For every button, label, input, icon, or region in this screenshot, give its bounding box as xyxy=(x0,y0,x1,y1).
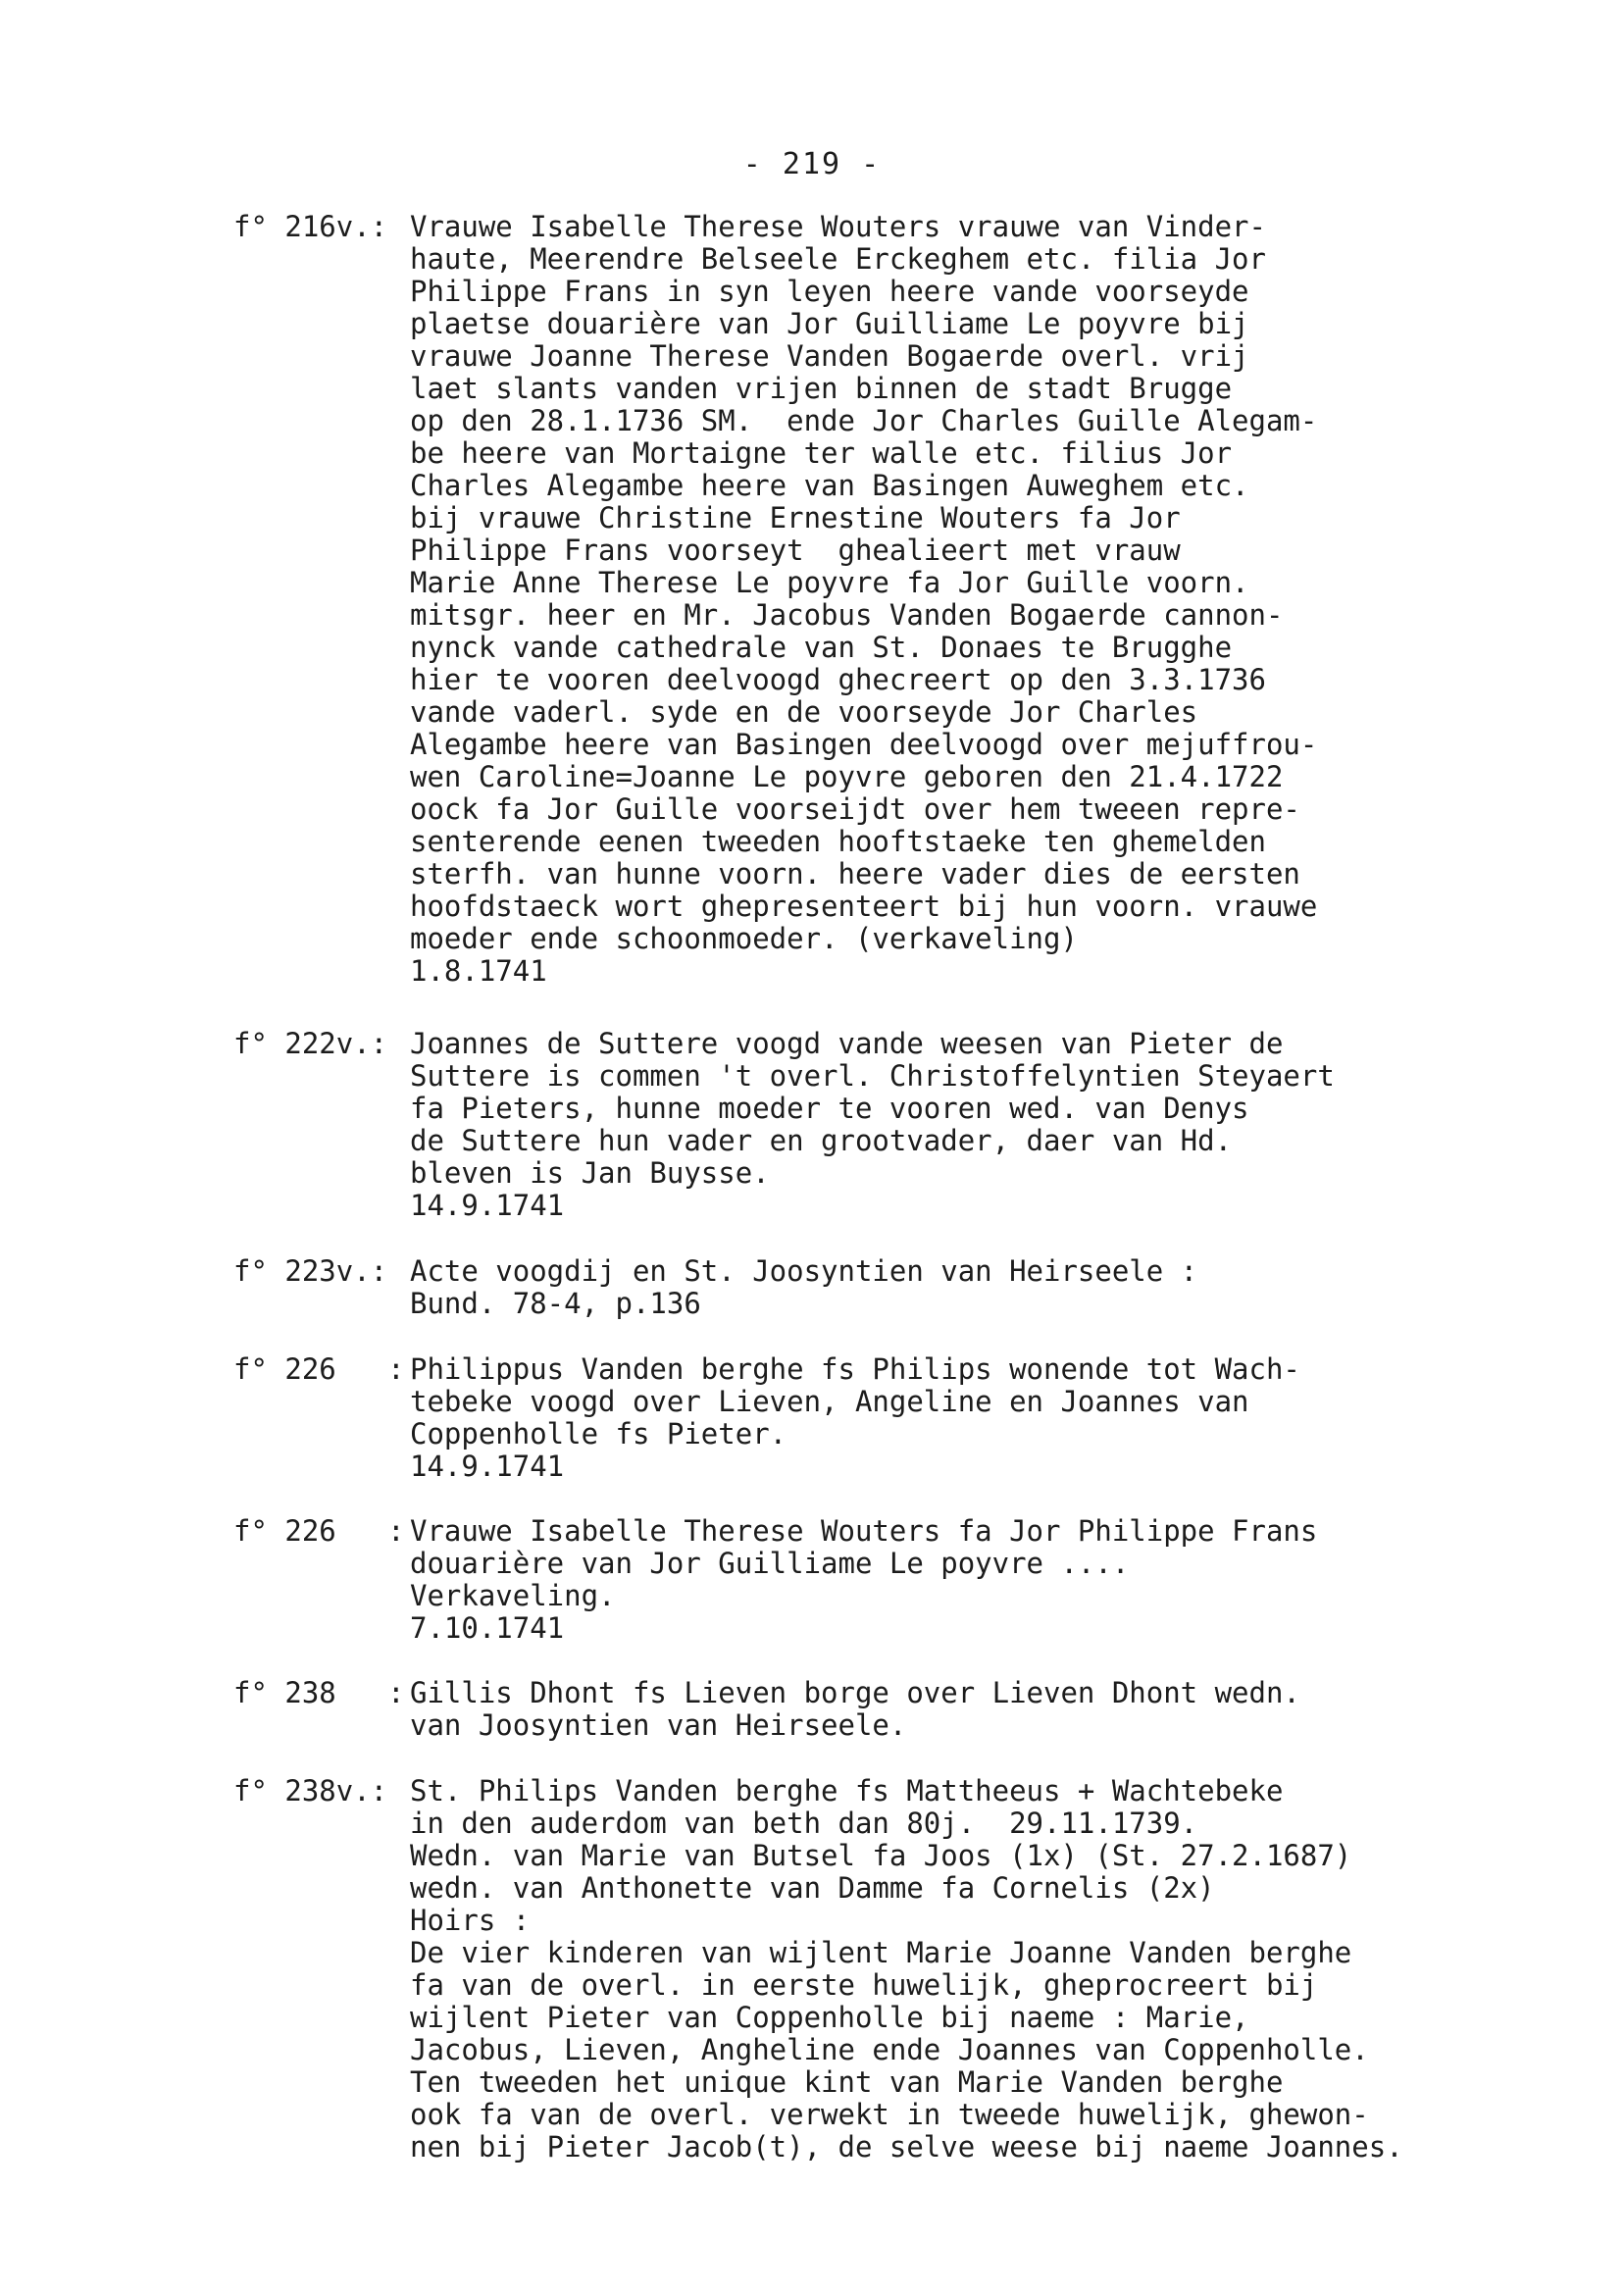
folio-reference: f° 226 : xyxy=(233,1352,405,1386)
folio-reference: f° 238 : xyxy=(233,1676,405,1709)
entry-line: tebeke voogd over Lieven, Angeline en Joannes van xyxy=(410,1385,1249,1418)
entry-line: St. Philips Vanden berghe fs Mattheeus + Wachtebeke xyxy=(410,1774,1284,1807)
entry-line: 1.8.1741 xyxy=(410,954,547,988)
entry-text xyxy=(410,211,1548,988)
entry-line: be heere van Mortaigne ter walle etc. filius Jor xyxy=(410,436,1233,470)
entry-line: Alegambe heere van Basingen deelvoogd over mejuffrou- xyxy=(410,728,1318,761)
entry-line: laet slants vanden vrijen binnen de stadt Brugge xyxy=(410,372,1233,405)
entry-line: Philippe Frans in syn leyen heere vande voorseyde xyxy=(410,275,1249,308)
entry-line: Ten tweeden het unique kint van Marie Vanden berghe xyxy=(410,2065,1284,2099)
folio-reference: f° 238v.: xyxy=(233,1774,388,1807)
entry-text xyxy=(410,1353,1548,1483)
entry-line: Coppenholle fs Pieter. xyxy=(410,1417,787,1451)
folio-reference: f° 216v.: xyxy=(233,210,388,243)
entry-line: Gillis Dhont fs Lieven borge over Lieven Dhont wedn. xyxy=(410,1676,1300,1709)
entry-line: bij vrauwe Christine Ernestine Wouters fa Jor xyxy=(410,501,1181,535)
entry-line: Bund. 78-4, p.136 xyxy=(410,1287,701,1320)
folio-reference: f° 226 : xyxy=(233,1514,405,1548)
entry-line: hier te vooren deelvoogd ghecreert op den 3.3.1736 xyxy=(410,663,1266,696)
entry-line: de Suttere hun vader en grootvader, daer van Hd. xyxy=(410,1124,1233,1157)
entry-line: Charles Alegambe heere van Basingen Auweghem etc. xyxy=(410,469,1249,502)
entry-line: wedn. van Anthonette van Damme fa Cornelis (2x) xyxy=(410,1871,1215,1905)
entry-line: fa Pieters, hunne moeder te vooren wed. van Denys xyxy=(410,1092,1249,1125)
entry-line: wijlent Pieter van Coppenholle bij naeme : Marie, xyxy=(410,2001,1249,2034)
entry-line: Wedn. van Marie van Butsel fa Joos (1x) (St. 27.2.1687) xyxy=(410,1839,1352,1872)
entry-line: van Joosyntien van Heirseele. xyxy=(410,1708,907,1742)
page-number: - 219 - xyxy=(742,147,882,181)
entry-line: bleven is Jan Buysse. xyxy=(410,1156,770,1190)
entry-line: 7.10.1741 xyxy=(410,1611,565,1645)
entry-line: oock fa Jor Guille voorseijdt over hem tweeen repre- xyxy=(410,792,1300,826)
folio-reference: f° 222v.: xyxy=(233,1027,388,1060)
entry-text xyxy=(410,1775,1548,2164)
entry-line: Hoirs : xyxy=(410,1904,531,1937)
entry-line: De vier kinderen van wijlent Marie Joanne Vanden berghe xyxy=(410,1936,1352,1969)
entry-line: plaetse douarière van Jor Guilliame Le poyvre bij xyxy=(410,307,1249,340)
entry-line: Philippe Frans voorseyt ghealieert met vrauw xyxy=(410,534,1181,567)
entry-line: wen Caroline=Joanne Le poyvre geboren den 21.4.1722 xyxy=(410,760,1284,793)
entry-line: douarière van Jor Guilliame Le poyvre .... xyxy=(410,1547,1130,1580)
entry-line: 14.9.1741 xyxy=(410,1450,565,1483)
entry-line: nen bij Pieter Jacob(t), de selve weese bij naeme Joannes. xyxy=(410,2130,1403,2164)
folio-reference: f° 223v.: xyxy=(233,1254,388,1288)
entry-line: vande vaderl. syde en de voorseyde Jor Charles xyxy=(410,695,1198,729)
entry-line: Vrauwe Isabelle Therese Wouters fa Jor Philippe Frans xyxy=(410,1514,1318,1548)
entry-line: in den auderdom van beth dan 80j. 29.11.1739. xyxy=(410,1807,1198,1840)
entry-line: op den 28.1.1736 SM. ende Jor Charles Guille Alegam- xyxy=(410,404,1318,437)
entry-line: Joannes de Suttere voogd vande weesen van Pieter de xyxy=(410,1027,1284,1060)
entry-line: ook fa van de overl. verwekt in tweede huwelijk, ghewon- xyxy=(410,2098,1369,2131)
entry-line: Verkaveling. xyxy=(410,1579,616,1612)
entry-text xyxy=(410,1677,1548,1742)
entry-line: Acte voogdij en St. Joosyntien van Heirseele : xyxy=(410,1254,1198,1288)
entry-line: senterende eenen tweeden hooftstaeke ten ghemelden xyxy=(410,825,1266,858)
entry-line: hoofdstaeck wort ghepresenteert bij hun voorn. vrauwe xyxy=(410,890,1318,923)
entry-text xyxy=(410,1028,1548,1222)
entry-line: sterfh. van hunne voorn. heere vader dies de eersten xyxy=(410,857,1300,891)
entry-line: 14.9.1741 xyxy=(410,1189,565,1222)
entry-line: Marie Anne Therese Le poyvre fa Jor Guille voorn. xyxy=(410,566,1249,599)
entry-line: fa van de overl. in eerste huwelijk, gheprocreert bij xyxy=(410,1968,1318,2002)
entry-line: moeder ende schoonmoeder. (verkaveling) xyxy=(410,922,1078,955)
entry-line: Philippus Vanden berghe fs Philips wonende tot Wach- xyxy=(410,1352,1300,1386)
entry-line: Suttere is commen 't overl. Christoffelyntien Steyaert xyxy=(410,1059,1335,1093)
entry-text xyxy=(410,1515,1548,1645)
entry-line: Jacobus, Lieven, Angheline ende Joannes van Coppenholle. xyxy=(410,2033,1369,2066)
entry-text xyxy=(410,1255,1548,1320)
entry-line: mitsgr. heer en Mr. Jacobus Vanden Bogaerde cannon- xyxy=(410,598,1284,632)
entry-line: vrauwe Joanne Therese Vanden Bogaerde overl. vrij xyxy=(410,339,1249,373)
entry-line: haute, Meerendre Belseele Erckeghem etc. filia Jor xyxy=(410,242,1266,276)
entry-line: nynck vande cathedrale van St. Donaes te Brugghe xyxy=(410,631,1233,664)
entry-line: Vrauwe Isabelle Therese Wouters vrauwe van Vinder- xyxy=(410,210,1266,243)
